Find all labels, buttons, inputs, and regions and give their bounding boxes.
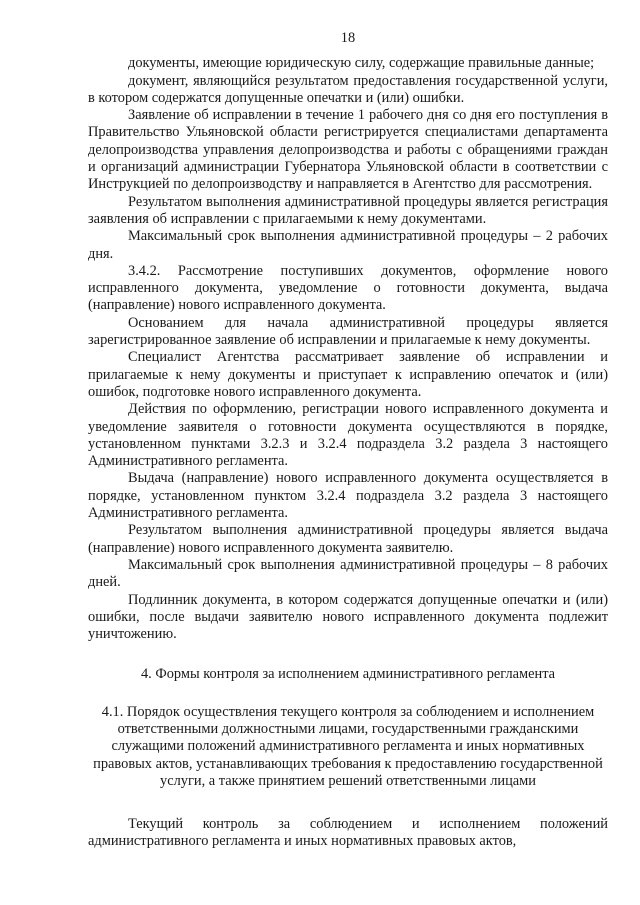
paragraph-13: Подлинник документа, в котором содержатся допущенные опечатки и (или) ошибки, после выдачи заявителю нового исправленного документа подлежит уничтожению. bbox=[88, 591, 608, 643]
paragraph-4: Результатом выполнения административной процедуры является регистрация заявления об исправлении с прилагаемыми к нему документами. bbox=[88, 193, 608, 227]
paragraph-11: Результатом выполнения административной процедуры является выдача (направление) нового исправленного документа заявителю. bbox=[88, 522, 608, 556]
paragraph-bottom: Текущий контроль за соблюдением и исполнением положений административного регламента и иных нормативных правовых актов, bbox=[88, 816, 608, 850]
paragraph-12: Максимальный срок выполнения административной процедуры – 8 рабочих дней. bbox=[88, 556, 608, 591]
document-page bbox=[88, 30, 608, 851]
paragraph-3: Заявление об исправлении в течение 1 рабочего дня со дня его поступления в Правительство Ульяновской области регистрируется специалистами департамента делопроизводства управления делопроизводства и работы с обращениями граждан и организаций администрации Губернатора Ульяновской области в соответствии с Инструкцией по делопроизводству и направляется в Агентство для рассмотрения. bbox=[88, 107, 608, 193]
paragraph-1: документы, имеющие юридическую силу, содержащие правильные данные; bbox=[128, 55, 595, 72]
paragraph-6: 3.4.2. Рассмотрение поступивших документов, оформление нового исправленного документа, уведомление о готовности документа, выдача (направление) нового исправленного документа. bbox=[88, 262, 608, 314]
page-number: 18 bbox=[340, 30, 356, 46]
paragraph-10: Выдача (направление) нового исправленного документа осуществляется в порядке, установленном пунктом 3.2.4 подраздела 3.2 раздела 3 настоящего Административного регламента. bbox=[88, 470, 608, 522]
subsection-title: 4.1. Порядок осуществления текущего контроля за соблюдением и исполнением ответственными должностными лицами, государственными гражданскими служащими положений административного регламента и иных нормативных правовых актов, устанавливающих требования к предоставлению государственной услуги, а также принятием решений ответственными лицами bbox=[93, 703, 603, 789]
paragraph-2: документ, являющийся результатом предоставления государственной услуги, в котором содержатся допущенные опечатки и (или) ошибки. bbox=[88, 72, 608, 106]
section-title: 4. Формы контроля за исполнением административного регламента bbox=[140, 666, 556, 683]
paragraph-9: Действия по оформлению, регистрации нового исправленного документа и уведомление заявителя о готовности документа осуществляются в порядке, установленном пунктами 3.2.3 и 3.2.4 подраздела 3.2 раздела 3 настоящего Административного регламента. bbox=[88, 401, 608, 470]
paragraph-5: Максимальный срок выполнения административной процедуры – 2 рабочих дня. bbox=[88, 228, 608, 262]
paragraph-7: Основанием для начала административной процедуры является зарегистрированное заявление об исправлении и прилагаемые к нему документы. bbox=[88, 314, 608, 349]
paragraph-8: Специалист Агентства рассматривает заявление об исправлении и прилагаемые к нему документы и приступает к исправлению опечаток и (или) ошибок, подготовке нового исправленного документа. bbox=[88, 349, 608, 400]
